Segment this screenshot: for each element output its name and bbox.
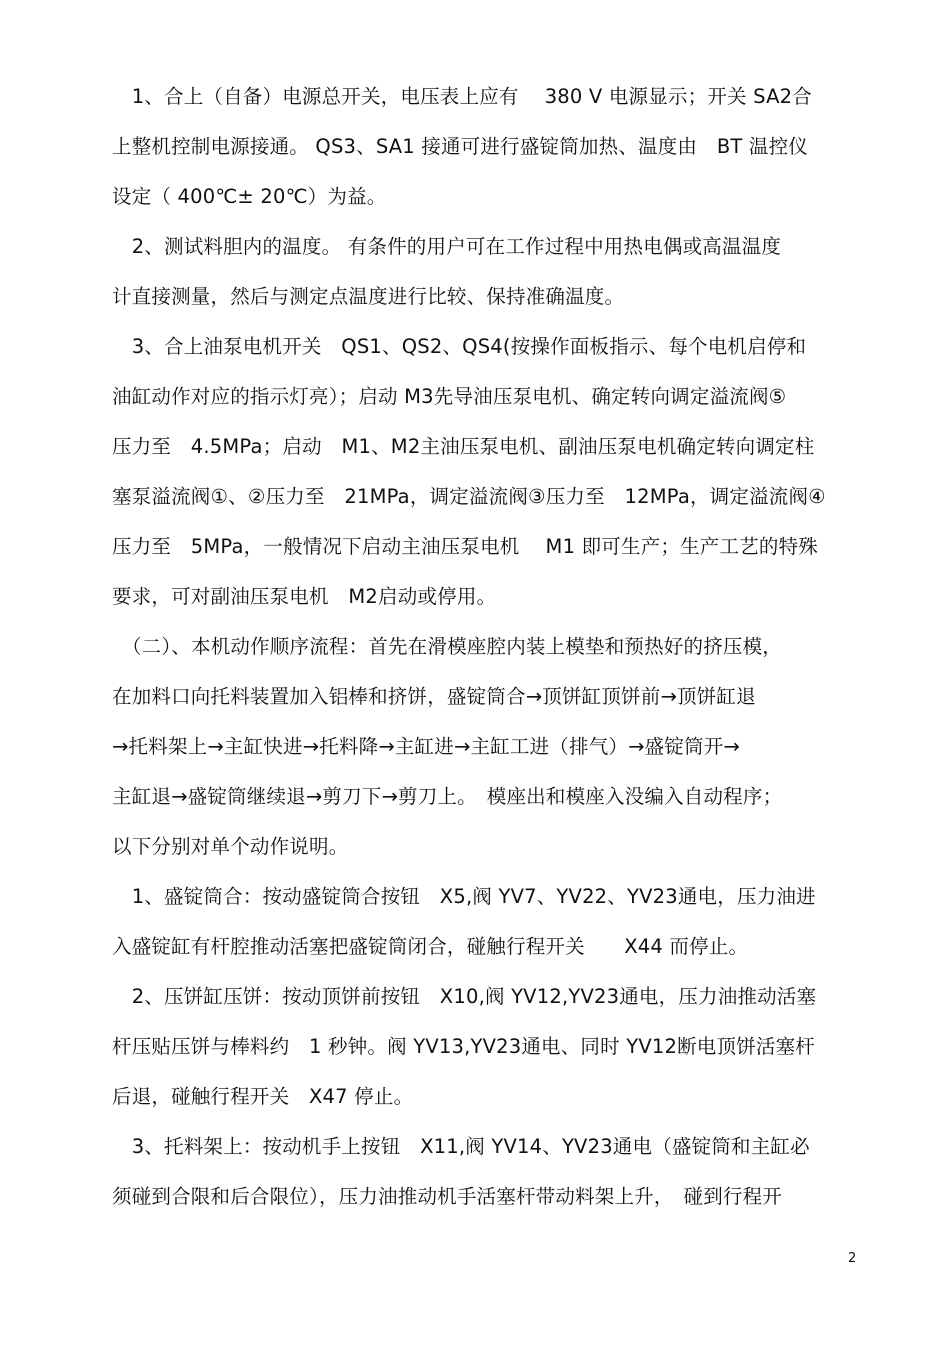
text-line: 计直接测量，然后与测定点温度进行比较、保持准确温度。 xyxy=(112,285,625,308)
text-line: 2、测试料胆内的温度。 有条件的用户可在工作过程中用热电偶或高温温度 xyxy=(112,235,782,258)
text-line: 须碰到合限和后合限位），压力油推动机手活塞杆带动料架上升， 碰到行程开 xyxy=(112,1185,783,1208)
text-line: 压力至 4.5MPa；启动 M1、M2主油压泵电机、副油压泵电机确定转向调定柱 xyxy=(112,435,815,458)
text-line: →托料架上→主缸快进→托料降→主缸进→主缸工进（排气）→盛锭筒开→ xyxy=(112,735,740,758)
text-line: 1、合上（自备）电源总开关，电压表上应有 380 V 电源显示；开关 SA2合 xyxy=(112,85,812,108)
text-line: 以下分别对单个动作说明。 xyxy=(112,835,349,858)
text-line: 油缸动作对应的指示灯亮）；启动 M3先导油压泵电机、确定转向调定溢流阀⑤ xyxy=(112,385,787,408)
text-line: 2、压饼缸压饼：按动顶饼前按钮 X10,阀 YV12,YV23通电，压力油推动活塞 xyxy=(112,985,817,1008)
text-line: 塞泵溢流阀①、②压力至 21MPa，调定溢流阀③压力至 12MPa，调定溢流阀④ xyxy=(112,485,826,508)
text-line: 3、托料架上：按动机手上按钮 X11,阀 YV14、YV23通电（盛锭筒和主缸必 xyxy=(112,1135,810,1158)
text-line: 上整机控制电源接通。 QS3、SA1 接通可进行盛锭筒加热、温度由 BT 温控仪 xyxy=(112,135,809,158)
text-line: 杆压贴压饼与棒料约 1 秒钟。阀 YV13,YV23通电、同时 YV12断电顶饼活塞杆 xyxy=(112,1035,815,1058)
page-number: 2 xyxy=(848,1251,857,1266)
text-line: 主缸退→盛锭筒继续退→剪刀下→剪刀上。 模座出和模座入没编入自动程序； xyxy=(112,785,783,808)
text-line: 压力至 5MPa，一般情况下启动主油压泵电机 M1 即可生产；生产工艺的特殊 xyxy=(112,535,818,558)
text-line: 在加料口向托料装置加入铝棒和挤饼，盛锭筒合→顶饼缸顶饼前→顶饼缸退 xyxy=(112,685,756,708)
text-line: 3、合上油泵电机开关 QS1、QS2、QS4(按操作面板指示、每个电机启停和 xyxy=(112,335,807,358)
text-line: 1、盛锭筒合：按动盛锭筒合按钮 X5,阀 YV7、YV22、YV23通电，压力油进 xyxy=(112,885,816,908)
text-line: 后退，碰触行程开关 X47 停止。 xyxy=(112,1085,414,1108)
text-line: 设定（ 400℃± 20℃）为益。 xyxy=(112,185,387,208)
text-line: 入盛锭缸有杆腔推动活塞把盛锭筒闭合，碰触行程开关 X44 而停止。 xyxy=(112,935,749,958)
text-line: （二）、本机动作顺序流程：首先在滑模座腔内装上模垫和预热好的挤压模， xyxy=(112,635,783,658)
text-line: 要求，可对副油压泵电机 M2启动或停用。 xyxy=(112,585,497,608)
